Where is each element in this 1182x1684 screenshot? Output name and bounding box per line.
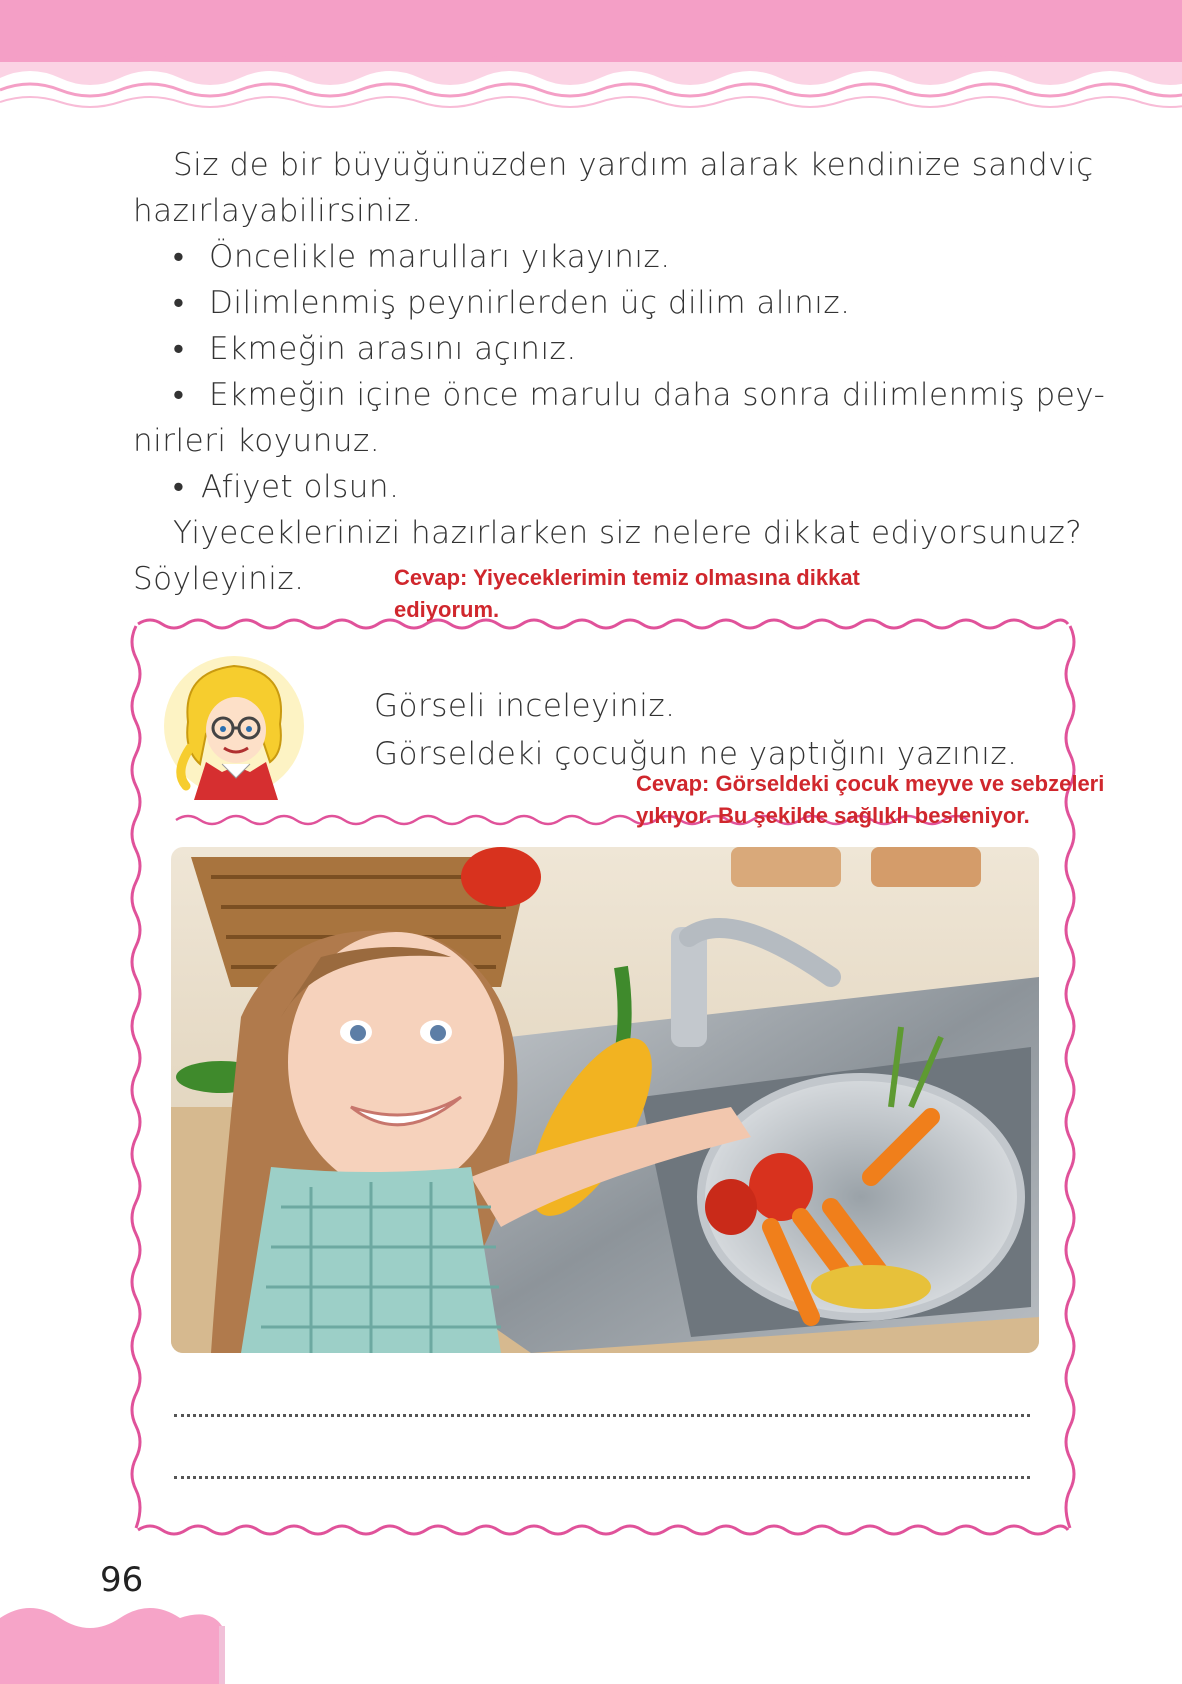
step-item	[133, 326, 1118, 372]
girl-with-glasses-icon	[160, 652, 308, 800]
step-item	[133, 372, 1106, 418]
step-continuation: nirleri koyunuz.	[133, 423, 381, 459]
step-text: Dilimlenmiş peynirlerden üç dilim alınız.	[209, 285, 851, 321]
question-line-2: Söyleyiniz.	[133, 561, 305, 597]
writing-line[interactable]	[174, 1410, 1030, 1417]
bullet-icon: •	[173, 285, 185, 321]
writing-line[interactable]	[174, 1472, 1030, 1479]
step-item	[133, 280, 1118, 326]
intro-line-1: Siz de bir büyüğünüzden yardım alarak kendinize sandviç	[173, 147, 1094, 183]
corner-decoration	[0, 1588, 230, 1684]
activity-instructions	[374, 682, 1018, 778]
recipe-text	[133, 142, 1106, 562]
intro-line-2: hazırlayabilirsiniz.	[133, 193, 422, 229]
instruction-2: Görseldeki çocuğun ne yaptığını yazınız.	[374, 736, 1018, 772]
bullet-icon: •	[173, 377, 185, 413]
step-text: Ekmeğin içine önce marulu daha sonra dilimlenmiş pey-	[209, 377, 1106, 413]
answer-2	[636, 768, 1104, 832]
answer-1-line-2: ediyorum.	[394, 597, 500, 622]
step-item	[133, 464, 1118, 510]
question-line-1: Yiyeceklerinizi hazırlarken siz nelere dikkat ediyorsunuz?	[173, 515, 1083, 551]
step-item	[133, 234, 1118, 280]
girl-washing-vegetables-photo	[171, 847, 1039, 1353]
top-wave-band	[0, 0, 1182, 112]
bullet-icon: •	[173, 331, 185, 367]
bullet-icon: •	[173, 239, 185, 275]
bullet-icon: •	[173, 469, 185, 505]
answer-1-line-1: Cevap: Yiyeceklerimin temiz olmasına dikkat	[394, 565, 860, 590]
step-text: Öncelikle marulları yıkayınız.	[209, 239, 671, 275]
page-number: 96	[100, 1560, 144, 1600]
instruction-1: Görseli inceleyiniz.	[374, 688, 676, 724]
answer-2-line-2: yıkıyor. Bu şekilde sağlıklı besleniyor.	[636, 803, 1030, 828]
step-text: Ekmeğin arasını açınız.	[209, 331, 577, 367]
step-text: Afiyet olsun.	[201, 469, 400, 505]
answer-2-line-1: Cevap: Görseldeki çocuk meyve ve sebzeleri	[636, 771, 1105, 796]
